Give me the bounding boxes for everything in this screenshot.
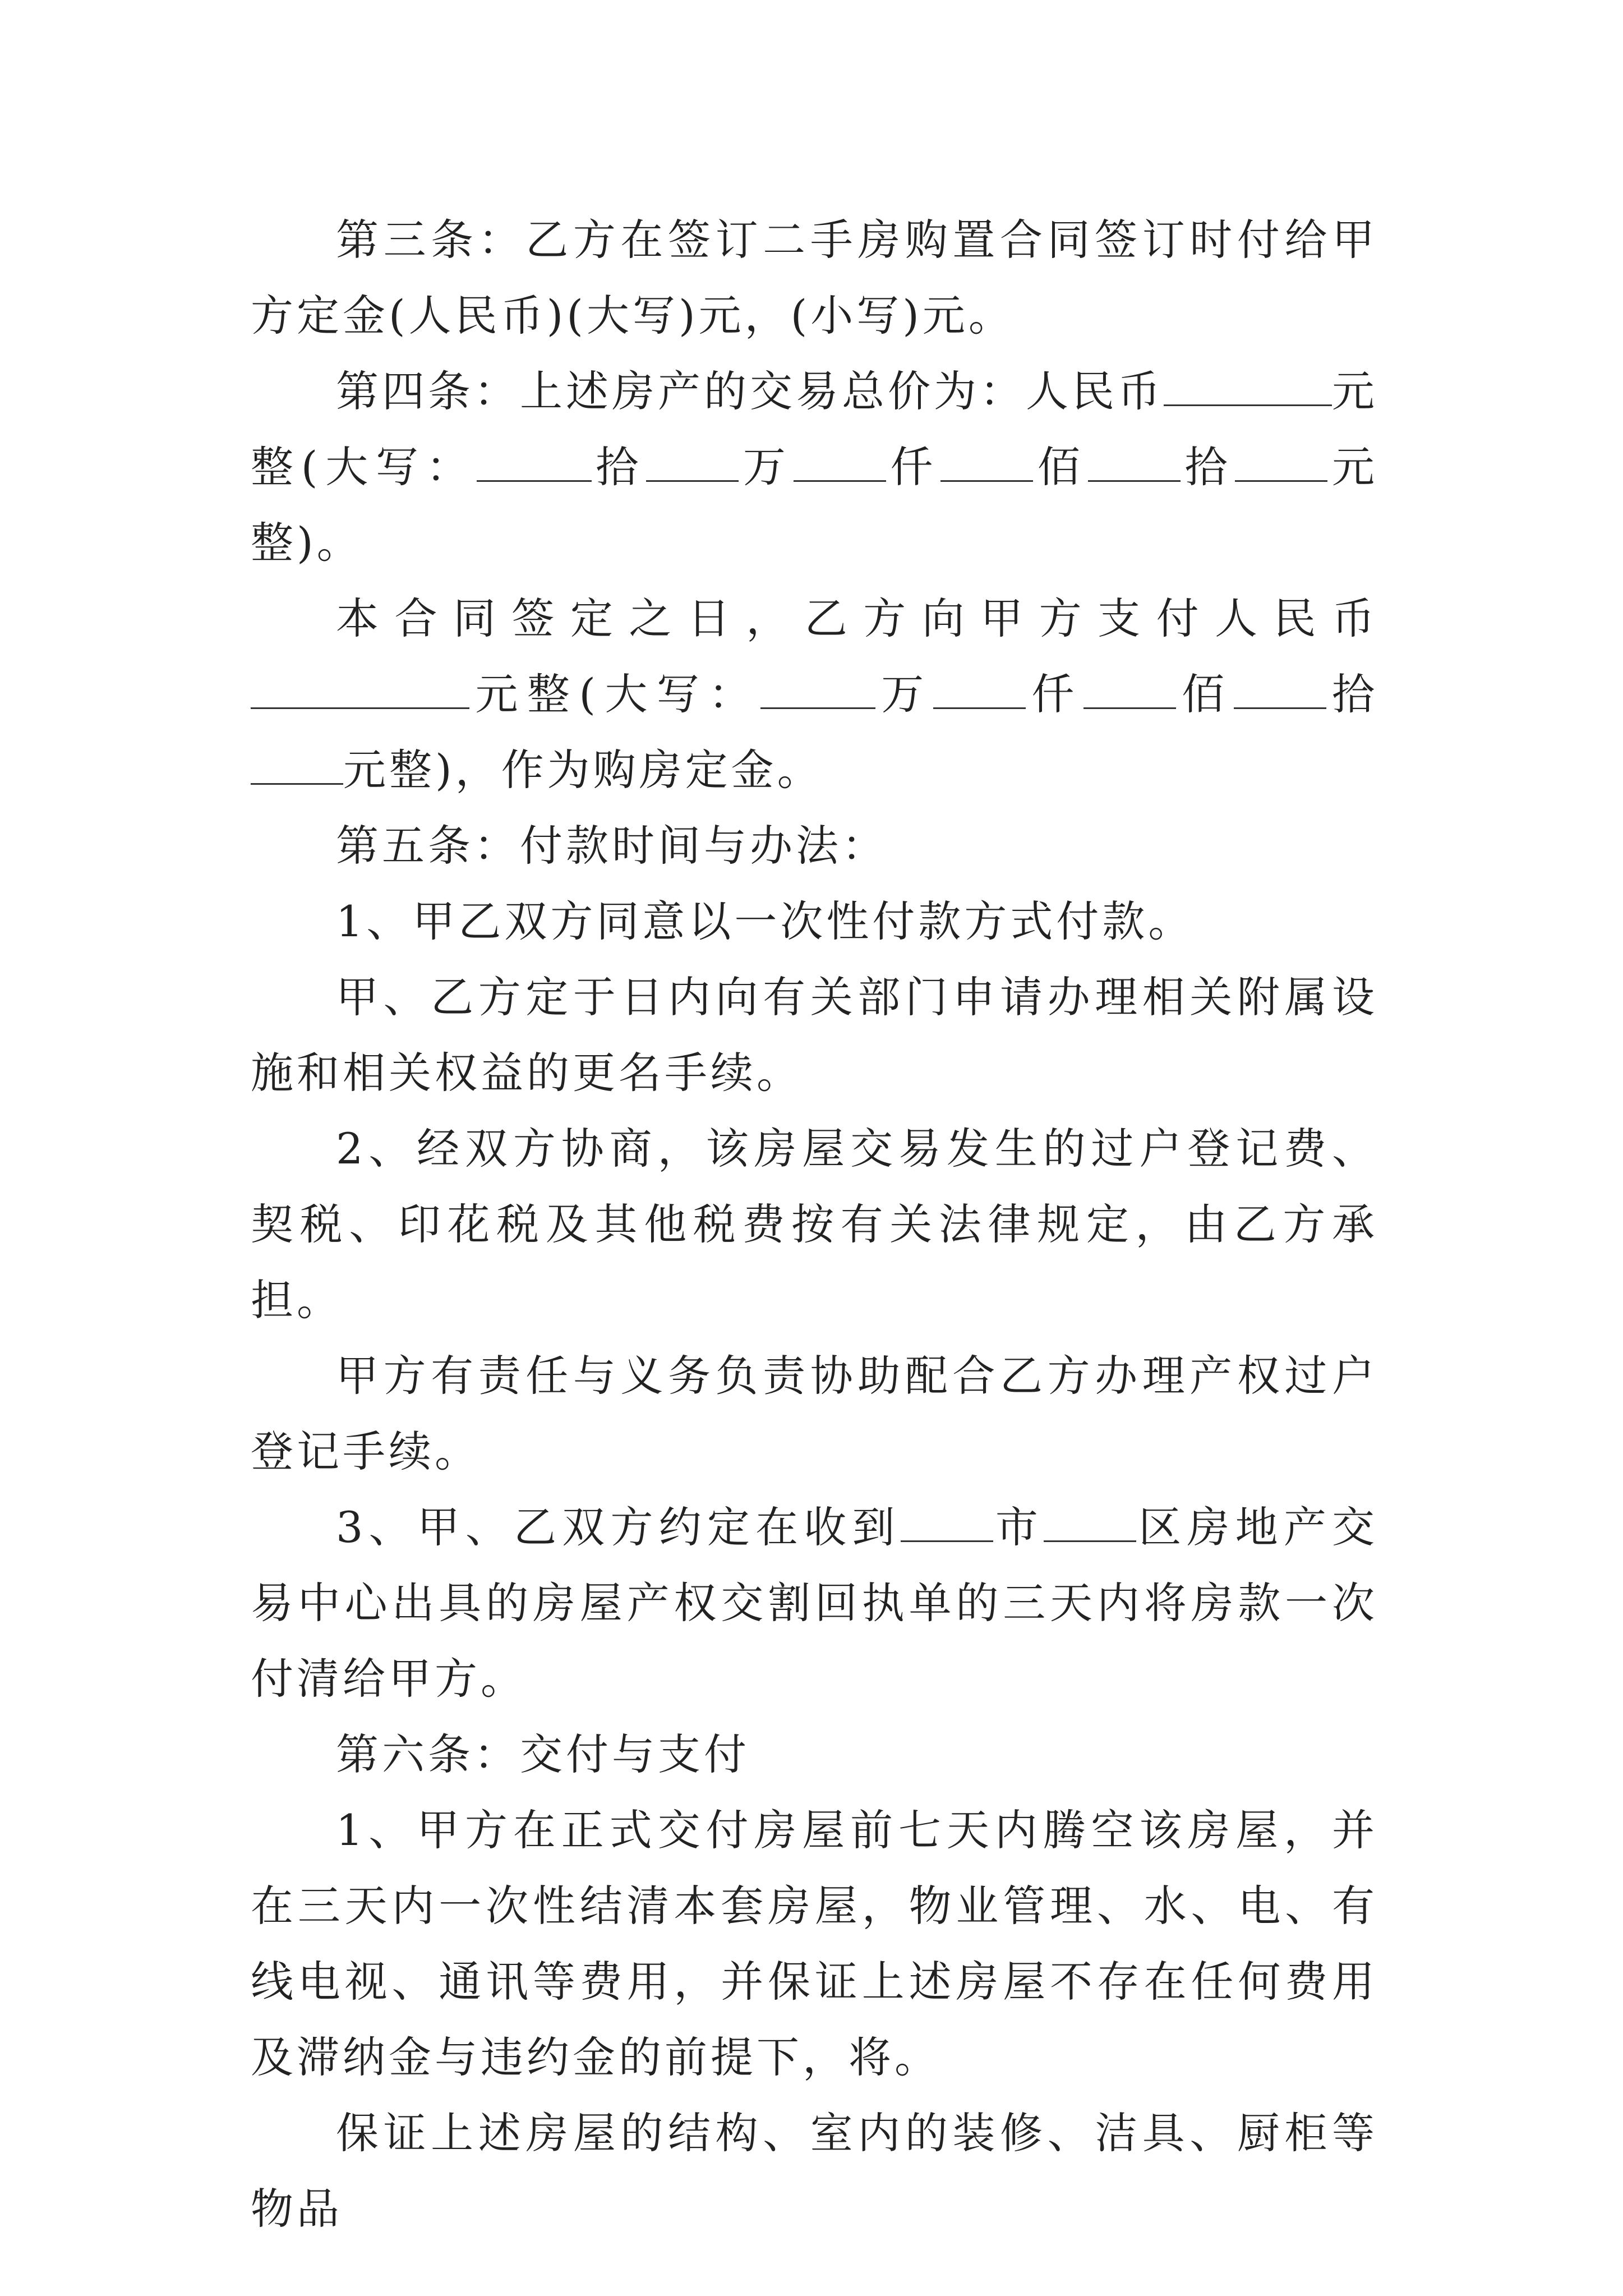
article-4-text-a: 第四条：上述房产的交易总价为：人民币 xyxy=(336,366,1164,416)
deposit-blank-bai xyxy=(1083,673,1176,709)
unit-shi-1: 拾 xyxy=(591,442,647,492)
deposit-paragraph xyxy=(251,581,1378,808)
deposit-blank-qian xyxy=(933,673,1026,709)
unit-shi-2: 拾 xyxy=(1180,442,1235,492)
blank-yuan xyxy=(1235,445,1327,482)
deposit-unit-shi: 拾 xyxy=(1326,669,1378,719)
deposit-unit-bai: 佰 xyxy=(1175,669,1234,719)
blank-shi xyxy=(1088,445,1181,482)
article-4-text-b: 元整(大写： xyxy=(251,366,1378,492)
total-price-blank xyxy=(1164,370,1332,406)
article-3-paragraph: 第三条：乙方在签订二手房购置合同签订时付给甲方定金(人民币)(大写)元，(小写)元。 xyxy=(251,215,1378,341)
district-blank xyxy=(1044,1506,1136,1542)
deposit-text-b: 元整(大写： xyxy=(469,669,760,719)
city-blank xyxy=(901,1506,993,1542)
blank-bai xyxy=(940,445,1033,482)
blank-shi-wan xyxy=(477,445,592,482)
deposit-amount-blank xyxy=(251,673,469,709)
article-6-item-1: 1、甲方在正式交付房屋前七天内腾空该房屋，并在三天内一次性结清本套房屋，物业管理、水、电、有线电视、通讯等费用，并保证上述房屋不存在任何费用及滞纳金与违约金的前提下，将。 xyxy=(251,1805,1378,2082)
blank-wan xyxy=(646,445,739,482)
unit-wan: 万 xyxy=(739,442,794,492)
article-5-item-3-text-a: 3、甲、乙双方约定在收到 xyxy=(336,1502,901,1552)
article-5-item-3-text-c: 区房地产交易中心出具的房屋产权交割回执单的三天内将房款一次付清给甲方。 xyxy=(251,1502,1378,1704)
article-5-item-3 xyxy=(251,1489,1378,1717)
deposit-blank-wan xyxy=(760,673,875,709)
article-5-item-2b: 甲方有责任与义务负责协助配合乙方办理产权过户登记手续。 xyxy=(251,1351,1378,1476)
blank-qian xyxy=(794,445,886,482)
deposit-unit-qian: 仟 xyxy=(1025,669,1083,719)
article-5-item-2: 2、经双方协商，该房屋交易发生的过户登记费、契税、印花税及其他税费按有关法律规定，由乙方承担。 xyxy=(251,1124,1378,1325)
city-label: 市 xyxy=(993,1502,1044,1552)
deposit-text-end: 元整)，作为购房定金。 xyxy=(343,745,823,795)
deposit-blank-yuan xyxy=(251,748,343,785)
article-6-last-line: 保证上述房屋的结构、室内的装修、洁具、厨柜等物品 xyxy=(251,2108,1378,2234)
unit-qian: 仟 xyxy=(886,442,941,492)
article-5-item-1b: 甲、乙方定于日内向有关部门申请办理相关附属设施和相关权益的更名手续。 xyxy=(251,972,1378,1098)
article-6-title: 第六条：交付与支付 xyxy=(336,1729,750,1779)
article-5-item-1: 1、甲乙双方同意以一次性付款方式付款。 xyxy=(336,896,1195,946)
unit-bai: 佰 xyxy=(1033,442,1088,492)
document-body xyxy=(251,202,1378,2247)
article-5-title: 第五条：付款时间与办法： xyxy=(336,821,888,871)
deposit-unit-wan: 万 xyxy=(875,669,933,719)
article-4-text-end: 元整)。 xyxy=(251,442,1378,568)
article-4-paragraph xyxy=(251,353,1378,581)
deposit-blank-shi xyxy=(1234,673,1326,709)
deposit-text-a: 本合同签定之日，乙方向甲方支付人民币 xyxy=(336,593,1378,643)
